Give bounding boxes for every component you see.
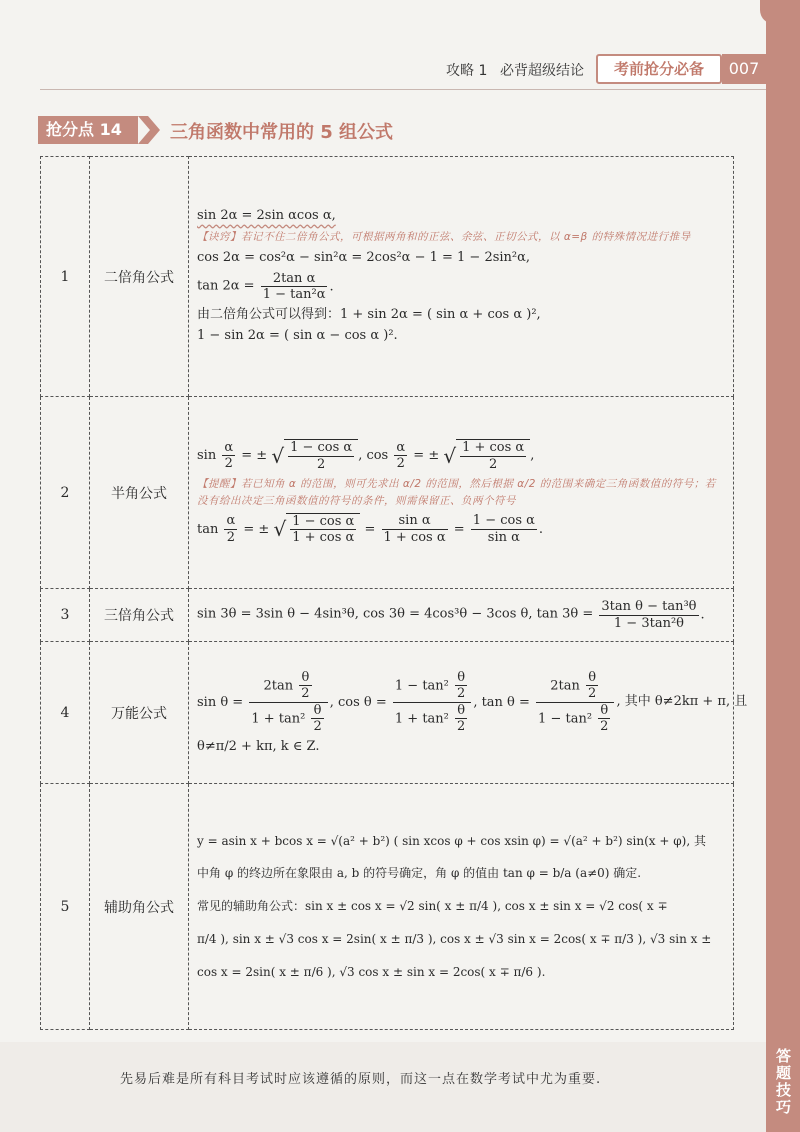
formula-line: 常见的辅助角公式：sin x ± cos x = √2 sin( x ± π/4 ), cos x ± sin x = √2 cos( x ∓ — [197, 899, 668, 914]
formula-content — [189, 642, 748, 784]
tip-note: 【提醒】若已知角 α 的范围，则可先求出 α/2 的范围，然后根据 α/2 的范围来确定三角函数值的符号；若没有给出决定三角函数值的符号的条件，则需保留正、负两个符号 — [197, 478, 716, 507]
formula-name: 三倍角公式 — [90, 589, 189, 642]
formula-table — [40, 156, 748, 1030]
header-chapter-title: 必背超级结论 — [500, 63, 584, 79]
formula-content — [189, 157, 734, 397]
table-row — [41, 784, 734, 1030]
header-strategy: 攻略 1 — [446, 63, 488, 79]
section-title: 三角函数中常用的 5 组公式 — [170, 122, 394, 143]
header-divider — [40, 89, 766, 90]
formula-name: 辅助角公式 — [90, 784, 189, 1030]
page-number: 007 — [722, 54, 766, 84]
formula-line: 由二倍角公式可以得到：1 + sin 2α = ( sin α + cos α )², — [197, 306, 541, 322]
formula-name: 半角公式 — [90, 397, 189, 589]
formula-line: tan 2α = $\frac{\text{2tan α}}{\text{1 − tan²α}}$ . — [197, 270, 334, 303]
formula-content — [189, 397, 734, 589]
chevron-right-icon — [138, 116, 162, 144]
formula-line: 1 − sin 2α = ( sin α − cos α )². — [197, 327, 398, 343]
formula-content — [189, 589, 734, 642]
table-row — [41, 642, 734, 784]
formula-line: sin θ = 2tan $\frac{\theta}{2}$ 1 + tan² $\frac{\theta}{2}$ , cos θ = 1 − tan² $\frac{\theta}{2}$ 1 + tan² $\frac{\theta}{2}$ , tan θ = 2tan $\frac{\theta}{2}$ 1 − tan² $\frac{\theta}{2}$ , 其中 θ≠2kπ + π, 且 — [197, 669, 748, 735]
formula-line: 中角 φ 的终边所在象限由 a, b 的符号确定，角 φ 的值由 tan φ = b/a (a≠0) 确定. — [197, 866, 642, 881]
tip-note: 【诀窍】若记不住二倍角公式，可根据两角和的正弦、余弦、正切公式，以 α=β 的特殊情况进行推导 — [197, 231, 691, 244]
formula-line: π/4 ), sin x ± √3 cos x = 2sin( x ± π/3 ), cos x ± √3 sin x = 2cos( x ∓ π/3 ), √3 sin x ± — [197, 932, 712, 947]
formula-line: y = asin x + bcos x = √(a² + b²) ( sin xcos φ + cos xsin φ) = √(a² + b²) sin(x + φ), 其 — [197, 833, 706, 848]
header-book-label: 考前抢分必备 — [596, 54, 722, 84]
formula-line: cos 2α = cos²α − sin²α = 2cos²α − 1 = 1 − 2sin²α, — [197, 249, 531, 265]
formula-line: sin $\frac{\alpha}{2}$ = ± √ $\frac{\text{1 − cos α}}{2}$ , cos $\frac{\alpha}{2}$ = ± √ $\frac{\text{1 + cos α}}{2}$ , — [197, 439, 535, 472]
row-number: 5 — [41, 784, 90, 1030]
section-badge: 抢分点 14 — [38, 116, 138, 144]
right-edge-band — [766, 0, 800, 1132]
formula-line: sin 3θ = 3sin θ − 4sin³θ, cos 3θ = 4cos³θ − 3cos θ, tan 3θ = $\frac{\text{3tan θ − tan³θ}}{\text{1 − 3tan²θ}}$ . — [197, 599, 705, 631]
row-number: 2 — [41, 397, 90, 589]
table-row — [41, 589, 734, 642]
table-row — [41, 397, 734, 589]
row-number: 3 — [41, 589, 90, 642]
page-header — [0, 52, 766, 86]
formula-name: 二倍角公式 — [90, 157, 189, 397]
formula-line: θ≠π/2 + kπ, k ∈ Z. — [197, 738, 320, 754]
side-tab-answer-skills: 答题技巧 — [774, 1048, 792, 1116]
table-row — [41, 157, 734, 397]
formula-line: cos x = 2sin( x ± π/6 ), √3 cos x ± sin x = 2cos( x ∓ π/6 ). — [197, 964, 546, 979]
footer-tip: 先易后难是所有科目考试时应该遵循的原则，而这一点在数学考试中尤为重要. — [120, 1072, 602, 1087]
formula-line: sin 2α = 2sin αcos α, — [197, 208, 336, 224]
right-edge-corner — [760, 0, 800, 24]
formula-line: tan $\frac{\alpha}{2}$ = ± √ $\frac{\text{1 − cos α}}{\text{1 + cos α}}$ = $\frac{\text{sin α}}{\text{1 + cos α}}$ = $\frac{\text{1 − cos α}}{\text{sin α}}$ . — [197, 513, 544, 546]
row-number: 4 — [41, 642, 90, 784]
formula-name: 万能公式 — [90, 642, 189, 784]
formula-content — [189, 784, 734, 1030]
footer-band — [0, 1042, 766, 1132]
row-number: 1 — [41, 157, 90, 397]
